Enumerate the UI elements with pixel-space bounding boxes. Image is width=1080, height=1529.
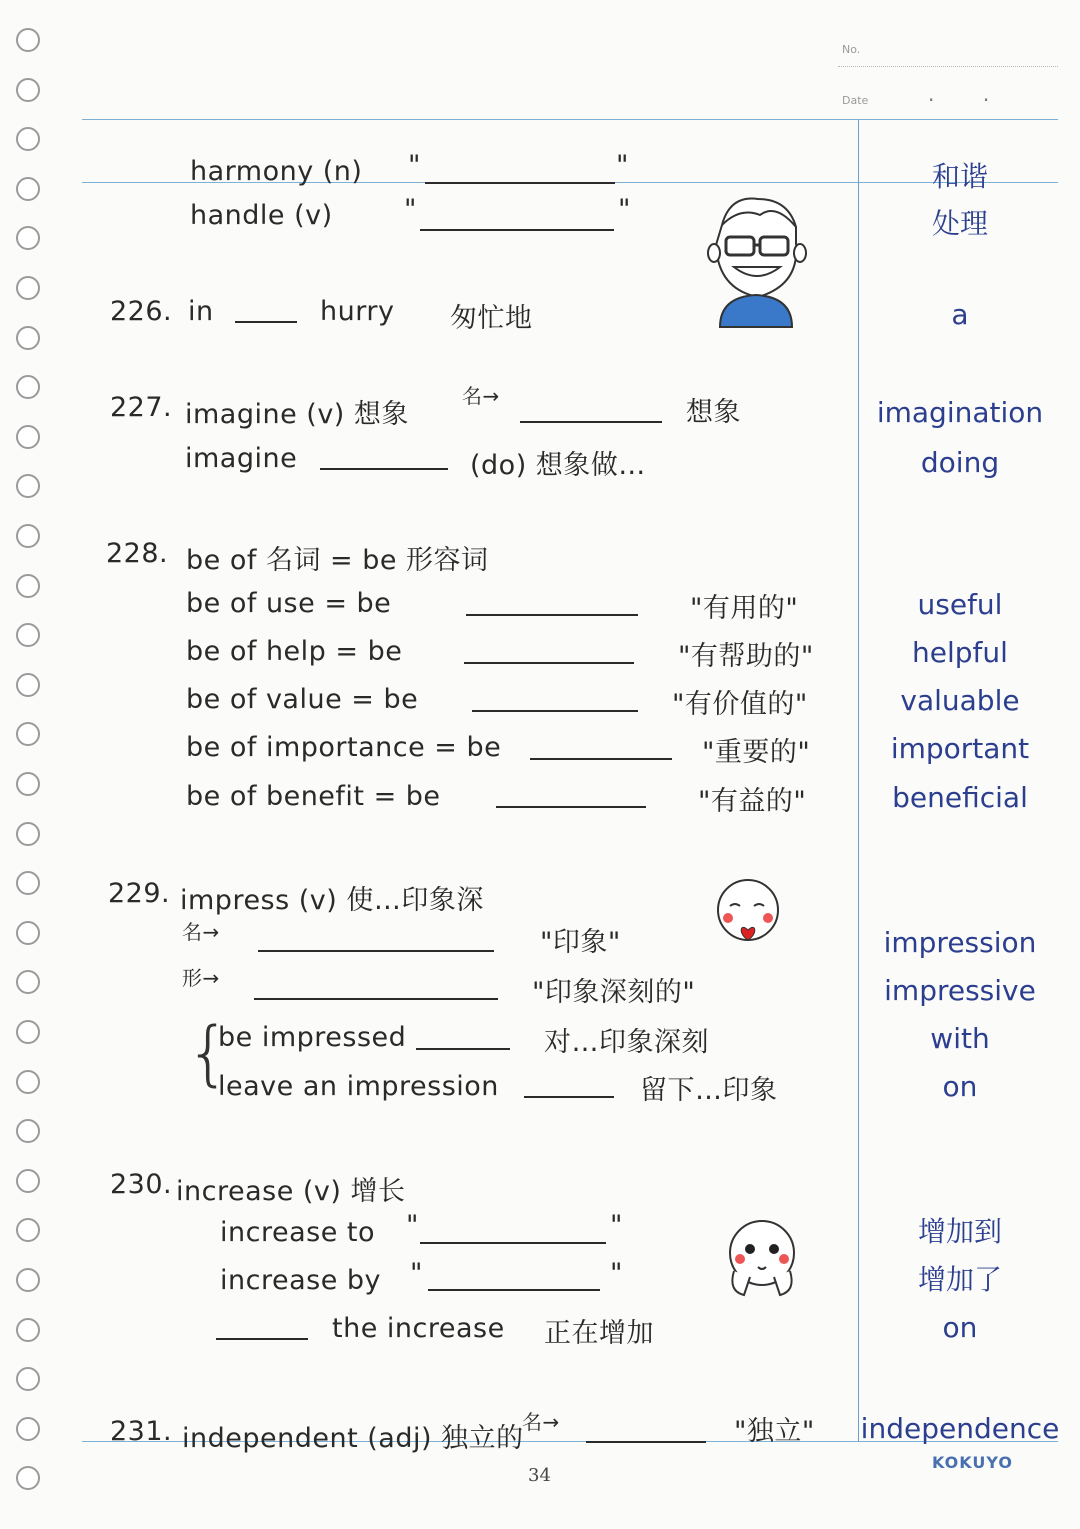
quote-close: " (610, 1210, 623, 1241)
independent-word: independent (adj) 独立的 (182, 1423, 524, 1454)
binder-hole (16, 226, 40, 250)
beneficial-meaning: "有益的" (698, 786, 807, 817)
shy-face-doodle (720, 1215, 804, 1301)
page-number: 34 (528, 1465, 551, 1486)
binder-hole (16, 921, 40, 945)
independence-meaning: "独立" (734, 1416, 815, 1447)
answer-handle: 处理 (931, 207, 988, 240)
answer-on: on (942, 1070, 978, 1103)
binder-hole (16, 623, 40, 647)
increase-to-phrase: increase to (220, 1217, 375, 1248)
be-impressed-meaning: 对…印象深刻 (544, 1027, 709, 1058)
answer-blank (524, 1096, 614, 1098)
important-meaning: "重要的" (702, 737, 811, 768)
binder-hole (16, 1169, 40, 1193)
answer-blank (496, 806, 646, 808)
binder-hole (16, 772, 40, 796)
quote-open: " (408, 150, 421, 181)
answer-blank (464, 662, 634, 664)
entry-number: 226. (110, 296, 173, 327)
handle-word: handle (v) (190, 200, 333, 231)
quote-close: " (618, 194, 631, 225)
answer-blank (425, 182, 615, 184)
in-word: in (188, 296, 214, 327)
answer-blank (420, 229, 614, 231)
be-of-benefit: be of benefit = be (186, 781, 441, 812)
answer-useful: useful (917, 588, 1003, 621)
entry-number: 230. (110, 1169, 173, 1200)
imagine-word: imagine (v) 想象 (185, 399, 409, 430)
answer-blank (586, 1441, 706, 1443)
answer-blank (520, 421, 662, 423)
be-of-use: be of use = be (186, 588, 392, 619)
hurry-meaning: 匆忙地 (450, 303, 533, 334)
answer-independence: independence (860, 1412, 1060, 1445)
be-impressed-phrase: be impressed (218, 1022, 407, 1053)
quote-open: " (404, 194, 417, 225)
quote-open: " (406, 1210, 419, 1241)
header-no-line (838, 66, 1058, 67)
quote-open: " (410, 1258, 423, 1289)
binder-hole (16, 1218, 40, 1242)
rule-text: be of 名词 = be 形容词 (186, 545, 489, 576)
binder-hole (16, 1268, 40, 1292)
answer-blank (420, 1242, 606, 1244)
binder-hole (16, 1020, 40, 1044)
be-of-importance: be of importance = be (186, 732, 502, 763)
binder-hole (16, 177, 40, 201)
answer-blank (216, 1338, 308, 1340)
the-increase-phrase: the increase (332, 1313, 505, 1344)
binder-hole (16, 1119, 40, 1143)
answer-blank (320, 468, 448, 470)
binder-hole (16, 1070, 40, 1094)
header-no-label: No. (842, 43, 861, 56)
answer-harmony: 和谐 (931, 160, 988, 193)
binder-hole (16, 574, 40, 598)
binder-hole (16, 1466, 40, 1490)
harmony-word: harmony (n) (190, 156, 363, 187)
increase-by-phrase: increase by (220, 1265, 382, 1296)
header-date-label: Date (842, 94, 869, 107)
impression-meaning: "印象" (540, 927, 621, 958)
answer-227-noun: imagination (876, 396, 1044, 429)
leave-impression-phrase: leave an impression (218, 1071, 499, 1102)
binder-hole (16, 425, 40, 449)
brand-logo: KOKUYO (932, 1453, 1014, 1472)
be-of-help: be of help = be (186, 636, 403, 667)
bracket: { (186, 1012, 232, 1094)
binder-hole (16, 326, 40, 350)
answer-helpful: helpful (912, 636, 1008, 669)
answer-with: with (930, 1022, 990, 1055)
answer-on-increase: on (942, 1311, 978, 1344)
hurry-word: hurry (320, 296, 395, 327)
leave-impression-meaning: 留下…印象 (640, 1075, 778, 1106)
answer-blank (235, 321, 297, 323)
answer-blank (472, 710, 638, 712)
entry-number: 228. (106, 538, 169, 569)
entry-number: 227. (110, 392, 173, 423)
answer-blank (258, 950, 494, 952)
answer-impression: impression (883, 926, 1037, 959)
binder-hole (16, 1367, 40, 1391)
impressive-meaning: "印象深刻的" (532, 977, 696, 1008)
quote-close: " (616, 150, 629, 181)
header-date-dots: · · (928, 88, 990, 112)
entry-number: 229. (108, 878, 171, 909)
header-rule (82, 119, 1058, 120)
be-of-value: be of value = be (186, 684, 419, 715)
answer-beneficial: beneficial (892, 781, 1028, 814)
imagine-word-2: imagine (185, 443, 298, 474)
useful-meaning: "有用的" (690, 593, 799, 624)
answer-blank (416, 1048, 510, 1050)
answer-valuable: valuable (900, 684, 1020, 717)
answer-impressive: impressive (884, 974, 1036, 1007)
noun-arrow: 名→ (462, 384, 500, 408)
binder-hole (16, 78, 40, 102)
adjective-arrow: 形→ (182, 966, 220, 990)
boy-with-glasses-doodle (700, 185, 810, 335)
do-phrase: (do) 想象做… (470, 450, 646, 481)
binder-hole (16, 871, 40, 895)
binder-hole (16, 1318, 40, 1342)
binder-hole (16, 524, 40, 548)
blushing-face-doodle (708, 874, 788, 954)
noun-arrow: 名→ (522, 1410, 560, 1434)
answer-blank (254, 998, 498, 1000)
binder-hole (16, 276, 40, 300)
noun-arrow: 名→ (182, 920, 220, 944)
entry-number: 231. (110, 1416, 173, 1447)
quote-close: " (610, 1258, 623, 1289)
binder-hole (16, 1417, 40, 1441)
valuable-meaning: "有价值的" (672, 689, 808, 720)
answer-increase-to: 增加到 (917, 1215, 1002, 1248)
binder-hole (16, 375, 40, 399)
binder-hole (16, 474, 40, 498)
binder-hole (16, 127, 40, 151)
binder-hole (16, 722, 40, 746)
binder-hole (16, 822, 40, 846)
helpful-meaning: "有帮助的" (678, 641, 814, 672)
binder-hole (16, 28, 40, 52)
imagine-meaning: 想象 (686, 397, 741, 428)
answer-blank (530, 758, 672, 760)
binder-hole (16, 970, 40, 994)
answer-blank (428, 1289, 600, 1291)
on-the-increase-meaning: 正在增加 (544, 1318, 654, 1349)
answer-important: important (890, 732, 1030, 765)
impress-word: impress (v) 使…印象深 (180, 885, 484, 916)
answer-226: a (951, 298, 969, 331)
answer-blank (466, 614, 638, 616)
answer-227-do: doing (920, 446, 1000, 479)
answer-increase-by: 增加了 (917, 1263, 1002, 1296)
increase-word: increase (v) 增长 (176, 1176, 406, 1207)
binder-hole (16, 673, 40, 697)
